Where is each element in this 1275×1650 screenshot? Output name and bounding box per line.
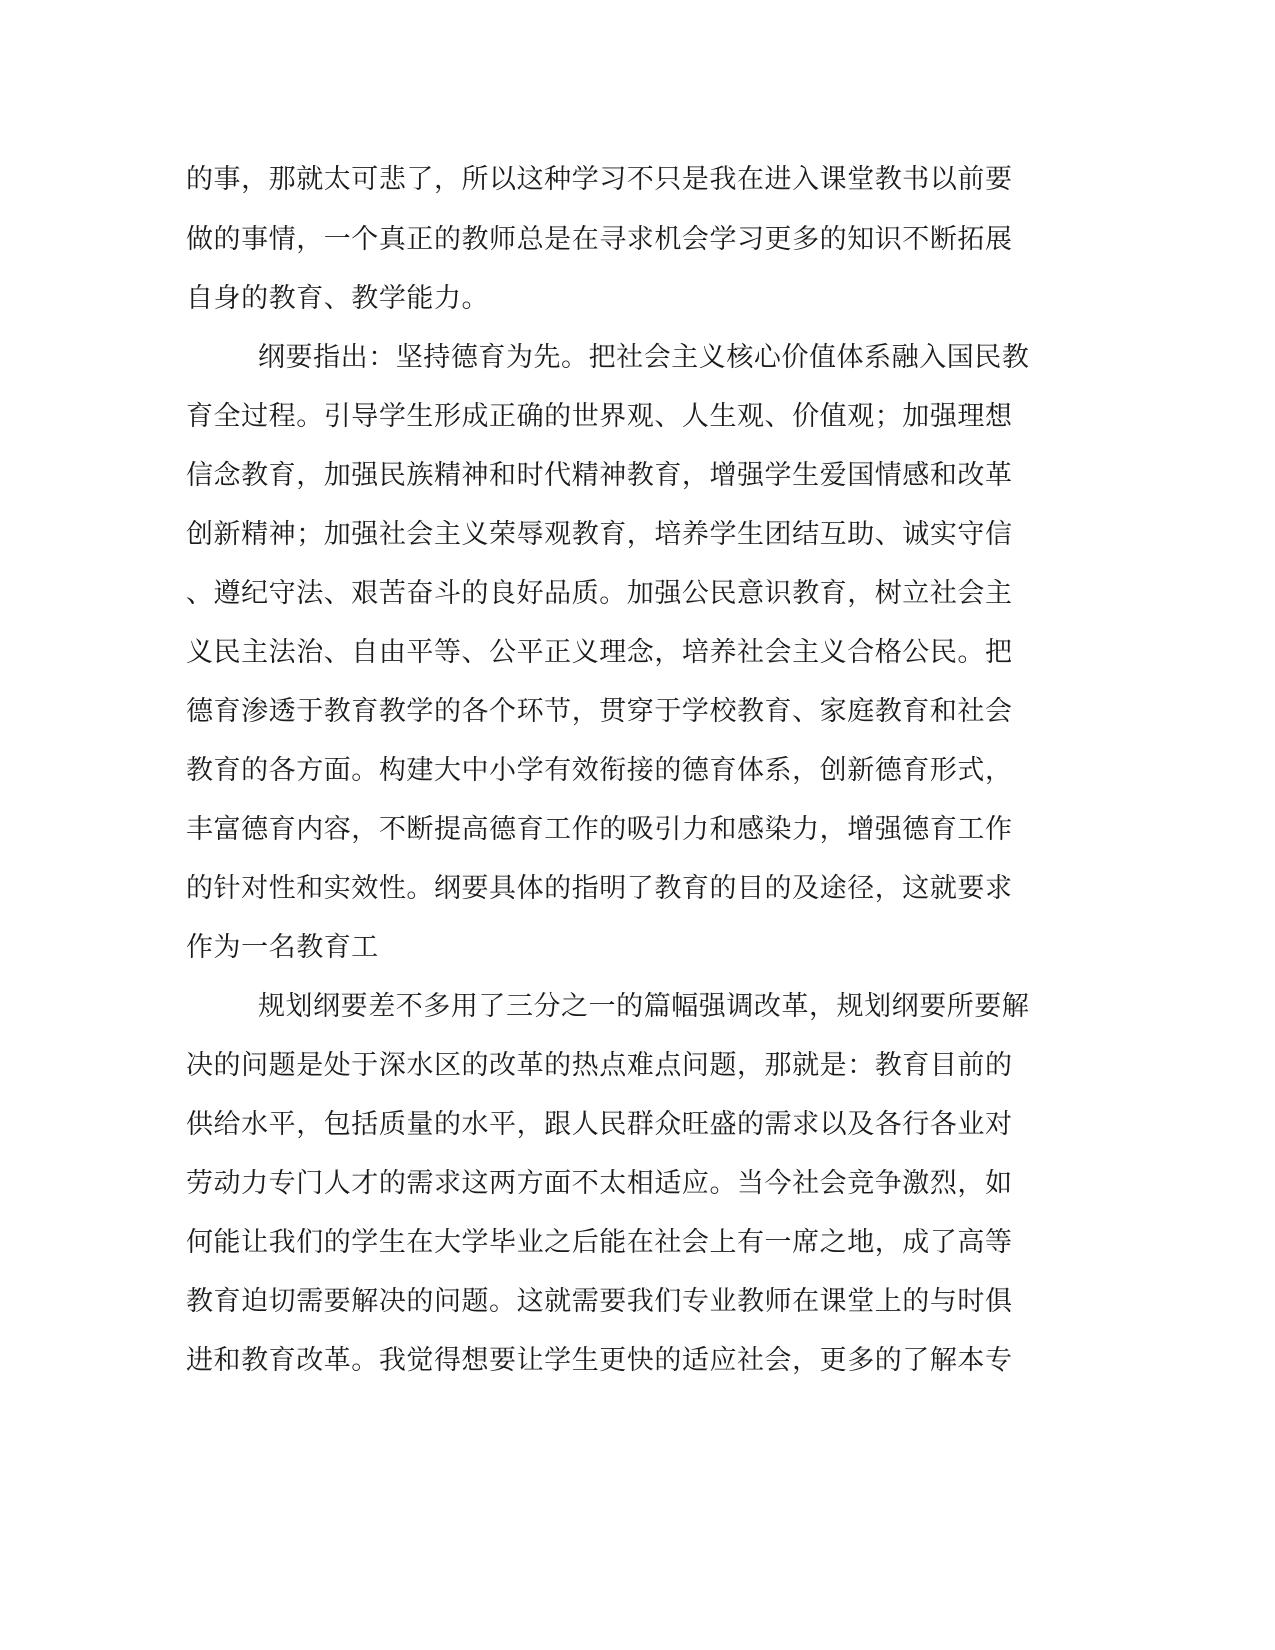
text-line: 决的问题是处于深水区的改革的热点难点问题，那就是：教育目前的: [186, 1050, 1013, 1081]
text-line: 自身的教育、教学能力。: [186, 283, 490, 314]
text-line: 做的事情，一个真正的教师总是在寻求机会学习更多的知识不断拓展: [186, 224, 1013, 255]
text-line: 育全过程。引导学生形成正确的世界观、人生观、价值观；加强理想: [186, 401, 1013, 432]
text-line: 作为一名教育工: [186, 932, 379, 963]
text-line: 义民主法治、自由平等、公平正义理念，培养社会主义合格公民。把: [186, 637, 1013, 668]
text-line: 教育的各方面。构建大中小学有效衔接的德育体系，创新德育形式，: [186, 755, 1013, 786]
text-line: 纲要指出：坚持德育为先。把社会主义核心价值体系融入国民教: [258, 342, 1030, 373]
text-line: 的事，那就太可悲了，所以这种学习不只是我在进入课堂教书以前要: [186, 164, 1013, 195]
text-line: 何能让我们的学生在大学毕业之后能在社会上有一席之地，成了高等: [186, 1227, 1013, 1258]
text-line: 规划纲要差不多用了三分之一的篇幅强调改革，规划纲要所要解: [258, 991, 1030, 1022]
text-line: 教育迫切需要解决的问题。这就需要我们专业教师在课堂上的与时俱: [186, 1286, 1013, 1317]
text-line: 进和教育改革。我觉得想要让学生更快的适应社会，更多的了解本专: [186, 1345, 1013, 1376]
text-line: 、遵纪守法、艰苦奋斗的良好品质。加强公民意识教育，树立社会主: [186, 578, 1013, 609]
text-line: 创新精神；加强社会主义荣辱观教育，培养学生团结互助、诚实守信: [186, 519, 1013, 550]
text-line: 劳动力专门人才的需求这两方面不太相适应。当今社会竞争激烈，如: [186, 1168, 1013, 1199]
text-line: 信念教育，加强民族精神和时代精神教育，增强学生爱国情感和改革: [186, 460, 1013, 491]
text-line: 的针对性和实效性。纲要具体的指明了教育的目的及途径，这就要求: [186, 873, 1013, 904]
text-line: 供给水平，包括质量的水平，跟人民群众旺盛的需求以及各行各业对: [186, 1109, 1013, 1140]
text-line: 德育渗透于教育教学的各个环节，贯穿于学校教育、家庭教育和社会: [186, 696, 1013, 727]
text-line: 丰富德育内容，不断提高德育工作的吸引力和感染力，增强德育工作: [186, 814, 1013, 845]
